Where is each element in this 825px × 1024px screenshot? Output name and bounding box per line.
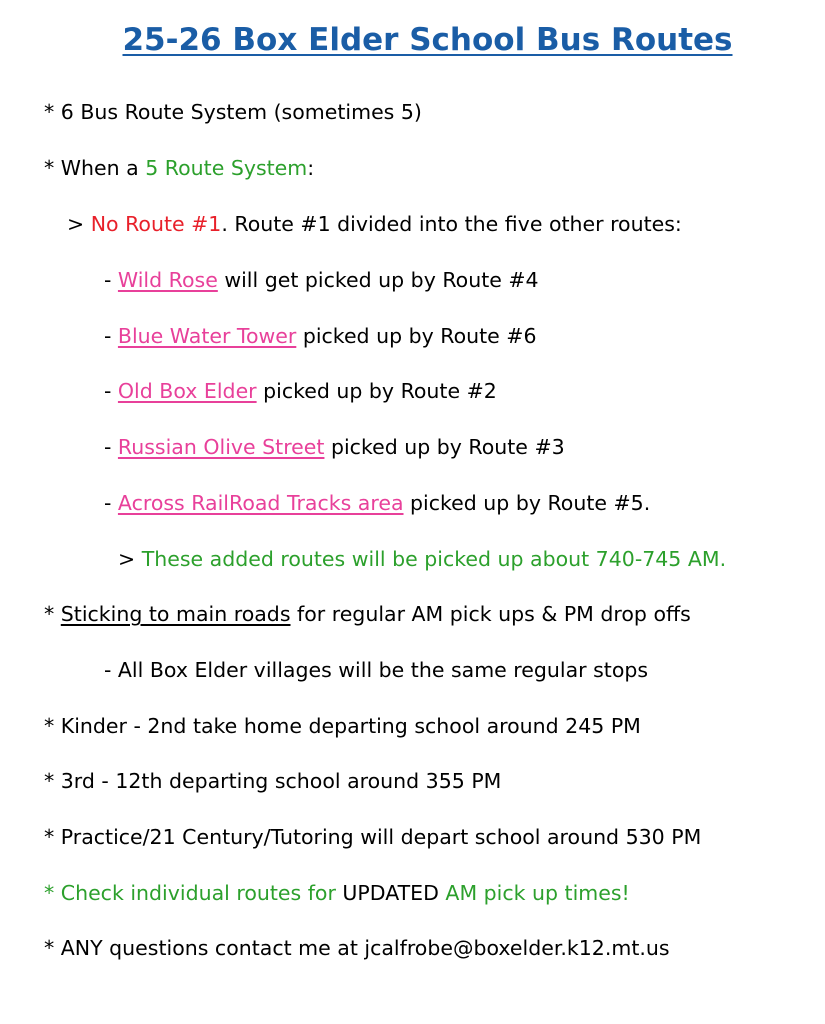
line-no-route-1 bbox=[67, 211, 682, 237]
line-text: picked up by Route #2 bbox=[256, 379, 497, 403]
across-railroad-tracks-link[interactable]: Across RailRoad Tracks area bbox=[117, 491, 404, 515]
line-russian-olive bbox=[104, 434, 565, 460]
line-text: * When a bbox=[44, 156, 146, 180]
line-text: * 6 Bus Route System (sometimes 5) bbox=[44, 100, 422, 124]
line-contact bbox=[44, 935, 670, 961]
wild-rose-link[interactable]: Wild Rose bbox=[117, 268, 218, 292]
line-old-box-elder bbox=[104, 378, 497, 404]
line-3rd-12th bbox=[44, 768, 501, 794]
line-text: * 3rd - 12th departing school around 355 PM bbox=[44, 769, 502, 793]
line-bus-system bbox=[44, 99, 422, 125]
russian-olive-street-link[interactable]: Russian Olive Street bbox=[117, 435, 325, 459]
line-text: picked up by Route #6 bbox=[296, 324, 537, 348]
line-text: * Kinder - 2nd take home departing school around 245 PM bbox=[44, 714, 641, 738]
line-villages bbox=[104, 657, 648, 683]
line-text: - bbox=[104, 324, 118, 348]
line-text: picked up by Route #5. bbox=[403, 491, 651, 515]
contact-text: * ANY questions contact me at jcalfrobe@boxelder.k12.mt.us bbox=[44, 936, 670, 960]
line-added-routes bbox=[118, 546, 726, 572]
line-text: will get picked up by Route #4 bbox=[217, 268, 539, 292]
line-text: for regular AM pick ups & PM drop offs bbox=[290, 602, 691, 626]
line-text: - bbox=[104, 379, 118, 403]
added-routes-time-text: These added routes will be picked up about 740-745 AM. bbox=[141, 547, 727, 571]
line-text: > bbox=[67, 212, 91, 236]
check-routes-text: * Check individual routes for bbox=[44, 881, 343, 905]
line-text: . Route #1 divided into the five other routes: bbox=[221, 212, 682, 236]
line-check-routes bbox=[44, 880, 630, 906]
line-kinder bbox=[44, 713, 641, 739]
page-title: 25-26 Box Elder School Bus Routes bbox=[122, 22, 733, 58]
line-text: picked up by Route #3 bbox=[324, 435, 565, 459]
line-railroad-tracks bbox=[104, 490, 650, 516]
line-text: - bbox=[104, 491, 118, 515]
pick-up-times-text: AM pick up times! bbox=[438, 881, 630, 905]
old-box-elder-link[interactable]: Old Box Elder bbox=[117, 379, 257, 403]
line-blue-water-tower bbox=[104, 323, 537, 349]
line-text: - bbox=[104, 435, 118, 459]
updated-text: UPDATED bbox=[342, 881, 439, 905]
line-text: * bbox=[44, 602, 61, 626]
line-text: : bbox=[307, 156, 315, 180]
line-text: > bbox=[118, 547, 142, 571]
line-five-route bbox=[44, 155, 314, 181]
no-route-1-text: No Route #1 bbox=[90, 212, 222, 236]
line-main-roads bbox=[44, 601, 691, 627]
line-text: - All Box Elder villages will be the same regular stops bbox=[104, 658, 649, 682]
line-text: - bbox=[104, 268, 118, 292]
blue-water-tower-link[interactable]: Blue Water Tower bbox=[117, 324, 297, 348]
main-roads-text: Sticking to main roads bbox=[60, 602, 291, 626]
line-text: * Practice/21 Century/Tutoring will depart school around 530 PM bbox=[44, 825, 702, 849]
five-route-system-text: 5 Route System bbox=[145, 156, 308, 180]
line-practice bbox=[44, 824, 701, 850]
line-wild-rose bbox=[104, 267, 539, 293]
